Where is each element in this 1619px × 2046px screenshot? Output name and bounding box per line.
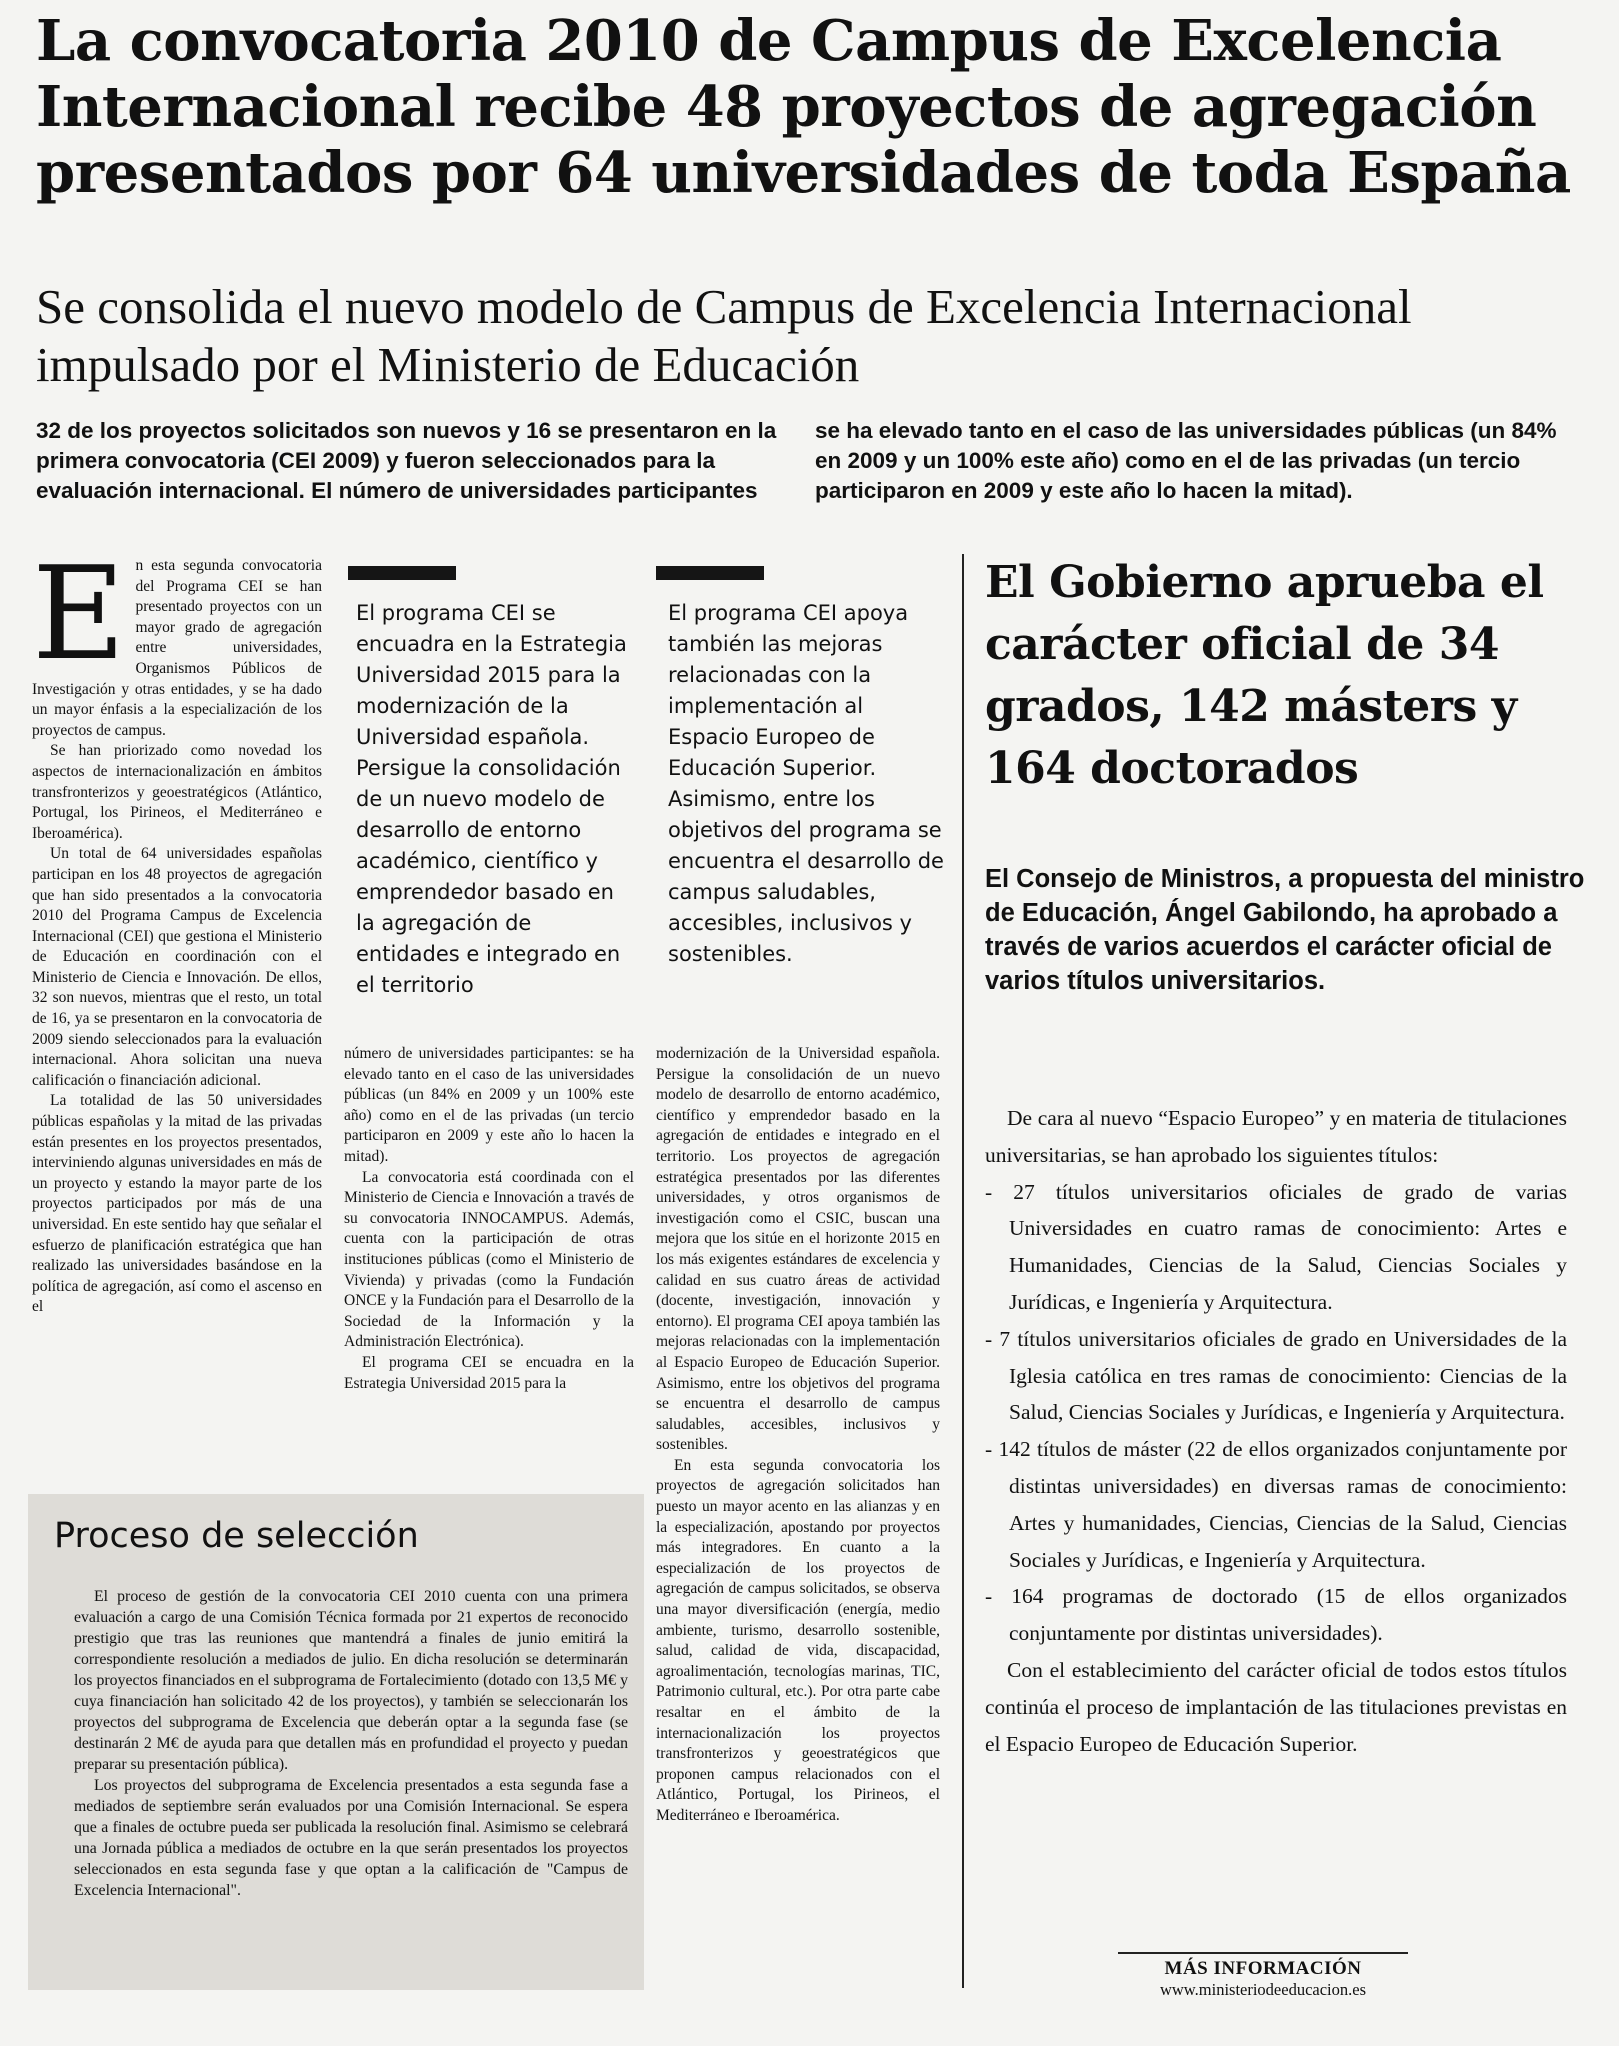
box-title: Proceso de selección (54, 1516, 419, 1556)
sidebar-list-item: - 27 títulos universitarios oficiales de grado de varias Universidades en cuatro ramas de conocimiento: Artes e Humanidades, Ciencias de la Salud, Ciencias Sociales y Jurídicas, e Ingeniería y Arquitectura. (985, 1179, 1567, 1314)
lead-part-1: 32 de los proyectos solicitados son nuevos y 16 se presentaron en la primera convocatoria (CEI 2009) y fueron seleccionados para la evaluación internacional. El número de universidades participantes (36, 418, 777, 503)
article-paragraph: La totalidad de las 50 universidades públicas españolas y la mitad de las privadas están presentes en los proyectos presentados, interviniendo algunas universidades en más de un proyecto y estando la mayor parte de los proyectos participados por más de una universidad. En este sentido hay que señalar el esfuerzo de planificación estratégica que han realizado las universidades basándose en la política de agregación, así como el ascenso en el (32, 1092, 322, 1316)
sidebar-body (985, 1100, 1567, 1762)
drop-cap: E (32, 556, 126, 689)
article-column-3 (656, 1044, 940, 1994)
article-column-2 (344, 1044, 634, 1476)
pull-quote-bar (656, 566, 764, 580)
article-paragraph: modernización de la Universidad española. Persigue la consolidación de un nuevo modelo de desarrollo de entorno académico, científico y emprendedor basado en la agregación de entidades e integrado en el territorio. Los proyectos de agregación estratégica presentados por las diferentes universidades, y otros organismos de investigación como el CSIC, buscan una mejora que los sitúe en el horizonte 2015 en los más exigentes estándares de excelencia y calidad en sus cuatro áreas de actividad (docente, investigación, innovación y entorno). El programa CEI apoya también las mejoras relacionadas con la implementación al Espacio Europeo de Educación Superior. Asimismo, entre los objetivos del programa se encuentra el desarrollo de campus saludables, accesibles, inclusivos y sostenibles. (656, 1045, 940, 1454)
pull-quote-1: El programa CEI se encuadra en la Estrategia Universidad 2015 para la modernización de la Universidad española. Persigue la consolidación de un nuevo modelo de desarrollo de entorno académico, científico y emprendedor basado en la agregación de entidades e integrado en el territorio (356, 601, 627, 997)
more-info-label: MÁS INFORMACIÓN (1118, 1952, 1408, 1980)
box-body (74, 1586, 628, 1901)
sidebar-closing: Con el establecimiento del carácter oficial de todos estos títulos continúa el proceso de implantación de las titulaciones previstas en el Espacio Europeo de Educación Superior. (985, 1657, 1567, 1756)
sidebar-list-item: - 7 títulos universitarios oficiales de grado en Universidades de la Iglesia católica en tres ramas de conocimiento: Ciencias de la Salud, Ciencias Sociales y Jurídicas, e Ingeniería y Arquitectura. (985, 1326, 1567, 1425)
pull-quote-bar (348, 566, 456, 580)
headline: La convocatoria 2010 de Campus de Excelencia Internacional recibe 48 proyectos de agregación presentados por 64 universidades de toda España (36, 8, 1571, 206)
sidebar-list-item: - 164 programas de doctorado (15 de ellos organizados conjuntamente por distintas universidades). (985, 1584, 1567, 1646)
lead-part-2: se ha elevado tanto en el caso de las universidades públicas (un 84% en 2009 y un 100% este año) como en el de las privadas (un tercio participaron en 2009 y este año lo hacen la mitad). (815, 418, 1557, 503)
article-paragraph: número de universidades participantes: se ha elevado tanto en el caso de las universidades públicas (un 84% en 2009 y un 100% este año) como en el de las privadas (un tercio participaron en 2009 y este año lo hacen la mitad). (344, 1045, 634, 1165)
sidebar-lead: El Consejo de Ministros, a propuesta del ministro de Educación, Ángel Gabilondo, ha aprobado a través de varios acuerdos el carácter oficial de varios títulos universitarios. (985, 865, 1585, 995)
subheadline: Se consolida el nuevo modelo de Campus de Excelencia Internacional impulsado por el Ministerio de Educación (36, 279, 1412, 392)
box-paragraph: El proceso de gestión de la convocatoria CEI 2010 cuenta con una primera evaluación a cargo de una Comisión Técnica formada por 21 expertos de reconocido prestigio que tras las reuniones que mantendrá a finales de junio emitirá la correspondiente resolución a mediados de julio. En dicha resolución se determinarán los proyectos financiados en el subprograma de Fortalecimiento (dotado con 13,5 M€ y cuya financiación han solicitado 42 de los proyectos), y también se seleccionarán los proyectos del subprograma de Excelencia que deberán optar a la segunda fase (se destinarán 2 M€ de ayuda para que detallen más en profundidad el proyecto y puedan preparar su presentación pública). (74, 1588, 628, 1773)
article-paragraph: Un total de 64 universidades españolas participan en los 48 proyectos de agregación que han sido presentados a la convocatoria 2010 del Programa Campus de Excelencia Internacional (CEI) que gestiona el Ministerio de Educación en coordinación con el Ministerio de Ciencia e Innovación. De ellos, 32 son nuevos, mientras que el resto, un total de 16, ya se presentaron en la convocatoria de 2009 siendo seleccionados para la evaluación internacional. Ahora solicitan una nueva calificación o financiación adicional. (32, 845, 322, 1089)
sidebar-title: El Gobierno aprueba el carácter oficial de 34 grados, 142 másters y 164 doctorados (985, 557, 1544, 794)
article-column-1 (32, 556, 322, 1476)
pull-quote-2: El programa CEI apoya también las mejoras relacionadas con la implementación al Espacio Europeo de Educación Superior. Asimismo, entre los objetivos del programa se encuentra el desarrollo de campus saludables, accesibles, inclusivos y sostenibles. (668, 601, 944, 966)
article-paragraph: En esta segunda convocatoria los proyectos de agregación solicitados han puesto un mayor acento en las alianzas y en la especialización, apostando por proyectos más integradores. En cuanto a la especialización de los proyectos de agregación de campus solicitados, se observa una mayor diversificación (energía, medio ambiente, turismo, desarrollo sostenible, salud, calidad de vida, discapacidad, agroalimentación, tecnologías marinas, TIC, Patrimonio cultural, etc.). Por otra parte cabe resaltar en el ámbito de la internacionalización los proyectos transfronterizos y geoestratégicos que proponen campus relacionados con el Atlántico, Portugal, los Pirineos, el Mediterráneo e Iberoamérica. (656, 1456, 940, 1824)
sidebar-list-item: - 142 títulos de máster (22 de ellos organizados conjuntamente por distintas universidades) en diversas ramas de conocimiento: Artes y humanidades, Ciencias, Ciencias de la Salud, Ciencias Sociales y Jurídicas, e Ingeniería y Arquitectura. (985, 1437, 1567, 1572)
selection-process-box (28, 1494, 644, 1990)
article-paragraph: La convocatoria está coordinada con el Ministerio de Ciencia e Innovación a través de su convocatoria INNOCAMPUS. Además, cuenta con la participación de otras instituciones públicas (como el Ministerio de Vivienda) y privadas (como la Fundación ONCE y la Fundación para el Desarrollo de la Sociedad de la Información y la Administración Electrónica). (344, 1168, 634, 1351)
article-paragraph: El programa CEI se encuadra en la Estrategia Universidad 2015 para la (344, 1353, 634, 1392)
sidebar-intro: De cara al nuevo “Espacio Europeo” y en materia de titulaciones universitarias, se han aprobado los siguientes títulos: (985, 1106, 1567, 1167)
column-divider (962, 554, 964, 1988)
article-paragraph: n esta segunda convocatoria del Programa CEI se han presentado proyectos con un mayor grado de agregación entre universidades, Organismos Públicos de Investigación y otras entidades, y se ha dado un mayor énfasis a la especialización de los proyectos de campus. (32, 557, 322, 739)
article-paragraph: Se han priorizado como novedad los aspectos de internacionalización en ámbitos transfronterizos y geoestratégicos (Atlántico, Portugal, los Pirineos, el Mediterráneo e Iberoamérica). (32, 742, 322, 842)
box-paragraph: Los proyectos del subprograma de Excelencia presentados a esta segunda fase a mediados de septiembre serán evaluados por una Comisión Internacional. Se espera que a finales de octubre pueda ser publicada la resolución final. Asimismo se celebrará una Jornada pública a mediados de octubre en la que serán presentados los proyectos seleccionados en esta segunda fase y que optan a la calificación de "Campus de Excelencia Internacional". (74, 1777, 628, 1899)
more-info-link[interactable]: www.ministeriodeeducacion.es (1159, 1980, 1367, 1999)
